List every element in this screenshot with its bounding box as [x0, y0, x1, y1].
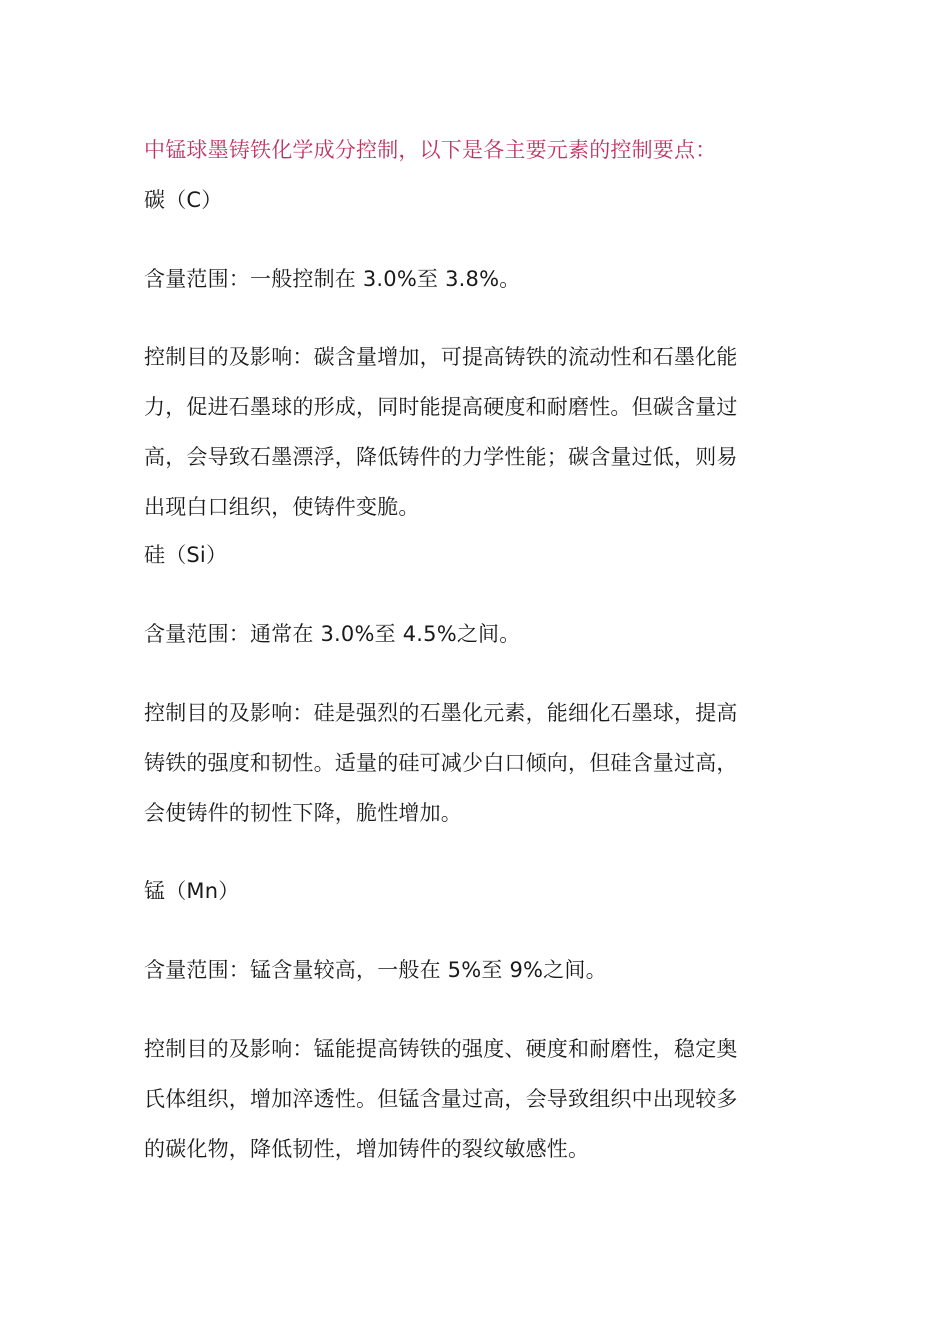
- manganese-effect-line: 控制目的及影响：锰能提高铸铁的强度、硬度和耐磨性，稳定奥: [144, 1037, 738, 1061]
- carbon-effect-line: 出现白口组织，使铸件变脆。: [144, 495, 420, 519]
- manganese-effect-line: 氏体组织，增加淬透性。但锰含量过高，会导致组织中出现较多: [144, 1087, 738, 1111]
- manganese-effect-line: 的碳化物，降低韧性，增加铸件的裂纹敏感性。: [144, 1137, 590, 1161]
- document-title: 中锰球墨铸铁化学成分控制，以下是各主要元素的控制要点：: [144, 138, 717, 162]
- silicon-range: 含量范围：通常在 3.0%至 4.5%之间。: [144, 622, 521, 646]
- carbon-effect-line: 控制目的及影响：碳含量增加，可提高铸铁的流动性和石墨化能: [144, 345, 738, 369]
- silicon-effect-line: 会使铸件的韧性下降，脆性增加。: [144, 801, 462, 825]
- carbon-effect-line: 力，促进石墨球的形成，同时能提高硬度和耐磨性。但碳含量过: [144, 395, 738, 419]
- silicon-effect-line: 控制目的及影响：硅是强烈的石墨化元素，能细化石墨球，提高: [144, 701, 738, 725]
- section-heading-silicon: 硅（Si）: [144, 543, 228, 567]
- manganese-range: 含量范围：锰含量较高，一般在 5%至 9%之间。: [144, 958, 607, 982]
- carbon-effect-line: 高，会导致石墨漂浮，降低铸件的力学性能；碳含量过低，则易: [144, 445, 738, 469]
- silicon-effect-line: 铸铁的强度和韧性。适量的硅可减少白口倾向，但硅含量过高，: [144, 751, 738, 775]
- carbon-range: 含量范围：一般控制在 3.0%至 3.8%。: [144, 267, 521, 291]
- section-heading-carbon: 碳（C）: [144, 188, 223, 212]
- section-heading-manganese: 锰（Mn）: [144, 879, 240, 903]
